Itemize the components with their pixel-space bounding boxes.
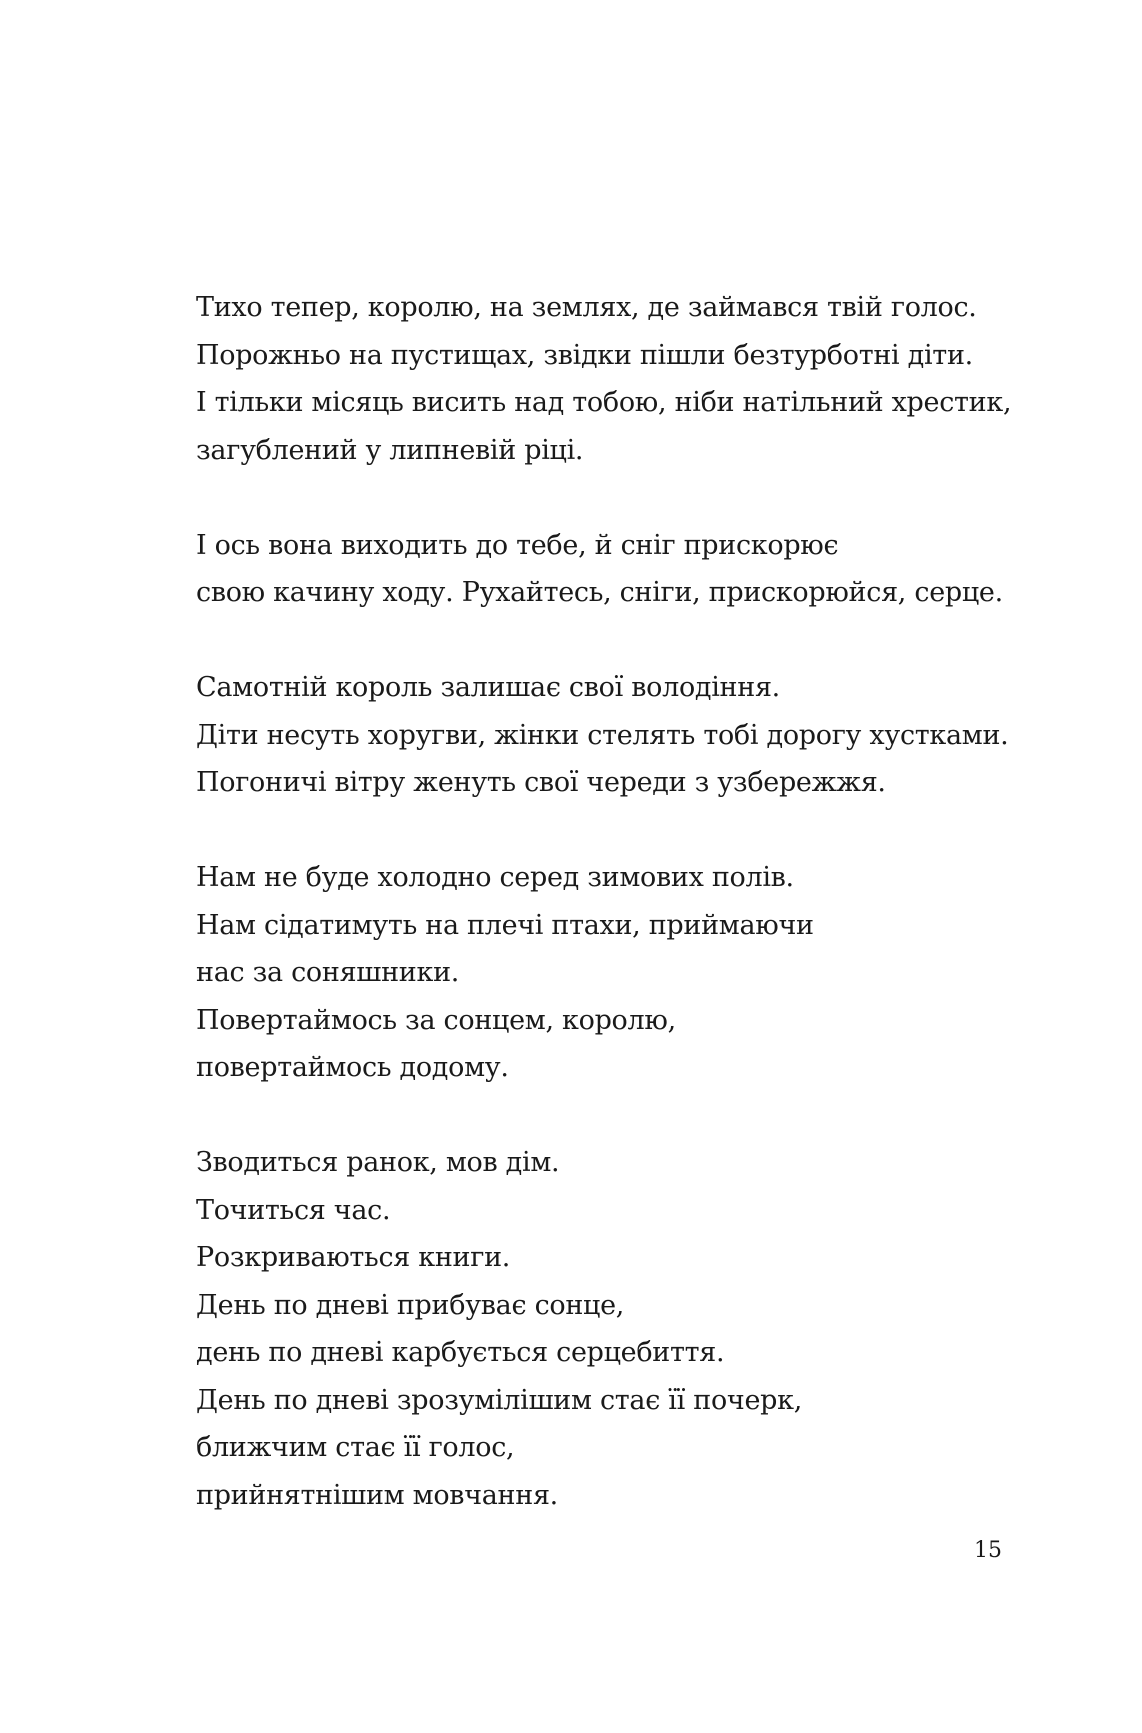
poem-text [196, 284, 1056, 1519]
poem-line: свою качину ходу. Рухайтесь, сніги, прискорюйся, серце. [196, 577, 1003, 608]
poem-line: Повертаймось за сонцем, королю, [196, 1004, 676, 1036]
poem-line: Зводиться ранок, мов дім. [196, 1147, 560, 1178]
poem-line: Діти несуть хоругви, жінки стелять тобі дорогу хустками. [196, 719, 1009, 751]
poem-line: Погоничі вітру женуть свої череди з узбережжя. [196, 767, 886, 798]
poem-line: Тихо тепер, королю, на землях, де займався твій голос. [196, 292, 977, 323]
stanza-3 [196, 664, 1056, 807]
poem-line: Нам сідатимуть на плечі птахи, приймаючи [196, 909, 814, 941]
stanza-1 [196, 284, 1056, 474]
poem-line: Розкриваються книги. [196, 1242, 511, 1273]
poem-line: ближчим стає її голос, [196, 1432, 515, 1463]
poem-line: день по дневі карбується серцебиття. [196, 1337, 725, 1368]
stanza-break [196, 617, 1056, 665]
poem-line: І ось вона виходить до тебе, й сніг прискорює [196, 529, 839, 561]
stanza-5 [196, 1139, 1056, 1519]
poem-line: Точиться час. [196, 1194, 391, 1226]
poem-line: Самотній король залишає свої володіння. [196, 672, 780, 703]
poem-line: загублений у липневій ріці. [196, 434, 584, 466]
poem-line: прийнятнішим мовчання. [196, 1479, 558, 1511]
poem-line: День по дневі прибуває сонце, [196, 1289, 625, 1321]
poem-line: День по дневі зрозумілішим стає її почерк, [196, 1384, 802, 1416]
stanza-2 [196, 522, 1056, 617]
poem-line: нас за соняшники. [196, 957, 460, 988]
poem-line: Порожньо на пустищах, звідки пішли безтурботні діти. [196, 339, 973, 371]
stanza-break [196, 807, 1056, 855]
page-number: 15 [974, 1538, 1002, 1563]
stanza-4 [196, 854, 1056, 1092]
poem-line: І тільки місяць висить над тобою, ніби натільний хрестик, [196, 387, 1012, 418]
stanza-break [196, 1092, 1056, 1140]
poem-line: повертаймось додому. [196, 1052, 509, 1083]
poem-line: Нам не буде холодно серед зимових полів. [196, 862, 794, 893]
stanza-break [196, 474, 1056, 522]
